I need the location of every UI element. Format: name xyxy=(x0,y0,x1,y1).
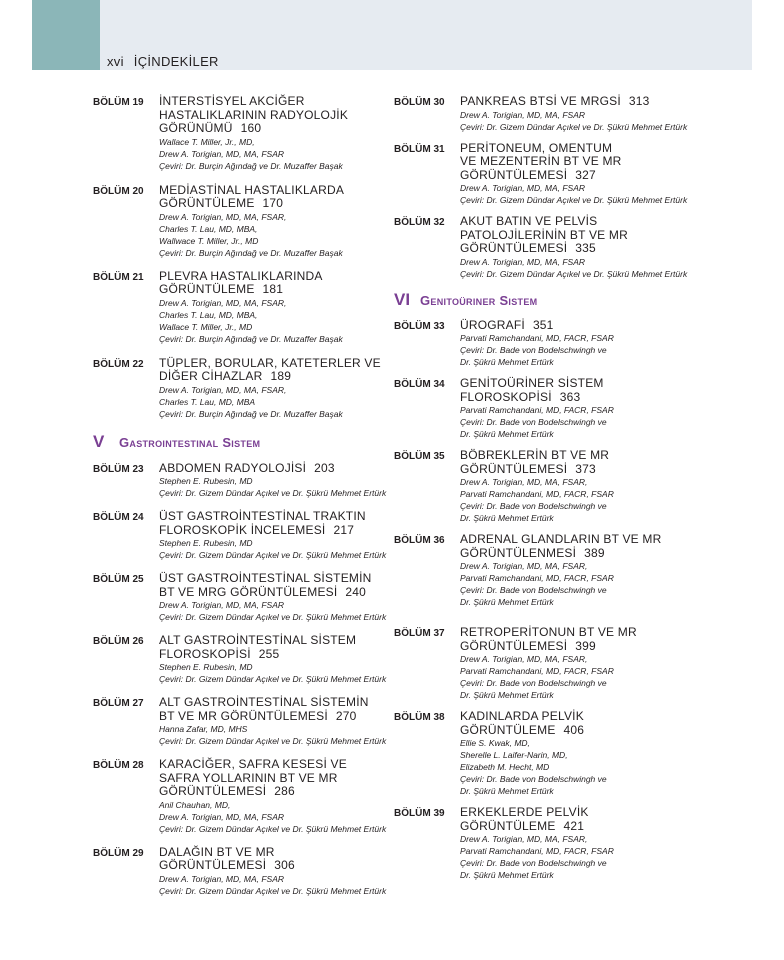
chapter-credit-line: Drew A. Torigian, MD, MA, FSAR, xyxy=(460,477,588,487)
chapter-number: BÖLÜM 38 xyxy=(394,712,445,723)
chapter-body xyxy=(460,377,724,440)
chapter-credit-line: Çeviri: Dr. Gizem Dündar Açıkel ve Dr. Şükrü Mehmet Ertürk xyxy=(460,268,688,279)
chapter-title-text: ALT GASTROİNTESTİNAL SİSTEM xyxy=(159,633,357,647)
chapter-title-line xyxy=(159,270,423,284)
chapter-body xyxy=(159,462,423,500)
chapter-title-line xyxy=(460,547,724,561)
chapter-body xyxy=(460,806,724,881)
chapter-number: BÖLÜM 26 xyxy=(93,636,144,647)
chapter-body xyxy=(460,215,724,280)
chapter-body xyxy=(159,758,423,835)
chapter-number: BÖLÜM 30 xyxy=(394,97,445,108)
section-number: V xyxy=(93,431,105,451)
chapter-number: BÖLÜM 39 xyxy=(394,808,445,819)
chapter-credit-line: Drew A. Torigian, MD, MA, FSAR xyxy=(159,811,285,822)
chapter-title-text: MEDİASTİNAL HASTALIKLARDA xyxy=(159,182,345,197)
toc-entry xyxy=(93,184,423,259)
toc-entry xyxy=(394,95,724,133)
chapter-credit-line: Dr. Şükrü Mehmet Ertürk xyxy=(460,429,554,439)
chapter-page-number: 270 xyxy=(335,708,357,723)
chapter-title-line xyxy=(159,648,423,662)
chapter-title-text: KARACİĞER, SAFRA KESESİ VE xyxy=(159,757,347,771)
chapter-title-line xyxy=(159,586,423,600)
toc-entry xyxy=(93,758,423,835)
chapter-credit-line: Stephen E. Rubesin, MD xyxy=(159,538,253,548)
page-number-roman: xvi xyxy=(107,54,124,69)
toc-entry xyxy=(93,95,423,172)
chapter-title-text: ÜST GASTROİNTESTİNAL TRAKTIN xyxy=(159,509,366,523)
chapter-title-line xyxy=(460,820,724,834)
toc-entry xyxy=(93,462,423,500)
toc-entry xyxy=(93,510,423,561)
chapter-credit-line: Çeviri: Dr. Burçin Ağındağ ve Dr. Muzaffer Başak xyxy=(159,333,343,344)
chapter-number: BÖLÜM 22 xyxy=(93,358,144,370)
chapter-credit-line: Dr. Şükrü Mehmet Ertürk xyxy=(460,357,554,367)
chapter-title-text: İNTERSTİSYEL AKCİĞER xyxy=(159,94,305,108)
chapter-credit-line: Elizabeth M. Hecht, MD xyxy=(460,762,550,772)
chapter-title-line xyxy=(159,859,423,873)
chapter-number: BÖLÜM 32 xyxy=(394,217,445,228)
chapter-page-number: 306 xyxy=(274,858,295,872)
chapter-body xyxy=(159,634,423,685)
chapter-body xyxy=(460,533,724,608)
chapter-title-text: BÖBREKLERİN BT VE MR xyxy=(460,448,610,462)
chapter-number: BÖLÜM 34 xyxy=(394,379,445,390)
chapter-credit-line: Ellie S. Kwak, MD, xyxy=(460,738,530,748)
chapter-number: BÖLÜM 20 xyxy=(93,185,144,197)
chapter-credit-line: Drew A. Torigian, MD, MA, FSAR xyxy=(159,148,285,159)
chapter-page-number: 313 xyxy=(628,94,650,108)
chapter-title-text: PATOLOJİLERİNİN BT VE MR xyxy=(460,227,628,242)
chapter-credit-line: Çeviri: Dr. Gizem Dündar Açıkel ve Dr. Şükrü Mehmet Ertürk xyxy=(460,195,688,205)
chapter-page-number: 327 xyxy=(575,167,596,182)
chapter-title-line xyxy=(159,184,423,198)
chapter-title-text: GÖRÜNTÜLEME xyxy=(460,818,556,833)
chapter-credit-line: Dr. Şükrü Mehmet Ertürk xyxy=(460,690,554,700)
chapter-credit-line: Charles T. Lau, MD, MBA xyxy=(159,396,256,407)
chapter-title-text: GÖRÜNTÜLEMESİ xyxy=(460,461,568,476)
chapter-title-line xyxy=(159,197,423,211)
chapter-title-line xyxy=(159,357,423,371)
chapter-title-text: AKUT BATIN VE PELVİS xyxy=(460,214,598,228)
chapter-title-text: GÖRÜNTÜLEMESİ xyxy=(159,858,267,872)
toc-entry xyxy=(93,270,423,345)
chapter-title-line xyxy=(460,463,724,477)
chapter-title-line xyxy=(159,95,423,109)
chapter-number: BÖLÜM 37 xyxy=(394,628,445,639)
toc-entry xyxy=(394,142,724,207)
chapter-credit-line: Drew A. Torigian, MD, MA, FSAR xyxy=(159,873,285,884)
chapter-title-line xyxy=(460,626,724,640)
chapter-number: BÖLÜM 19 xyxy=(93,97,144,108)
chapter-credit-line: Parvati Ramchandani, MD, FACR, FSAR xyxy=(460,666,614,676)
chapter-title-line xyxy=(159,462,423,476)
chapter-number: BÖLÜM 31 xyxy=(394,143,445,155)
chapter-title-text: PANKREAS BTSİ VE MRGSİ xyxy=(460,94,621,108)
chapter-credit-line: Stephen E. Rubesin, MD xyxy=(159,662,253,672)
toc-entry xyxy=(394,533,724,608)
chapter-title-text: VE MEZENTERİN BT VE MR xyxy=(460,154,622,168)
section-title: Gastrointestinal Sistem xyxy=(119,434,261,450)
chapter-body xyxy=(159,510,423,561)
chapter-body xyxy=(159,357,423,420)
chapter-credit-line: Wallwace T. Miller, Jr., MD xyxy=(159,235,259,246)
chapter-title-text: PLEVRA HASTALIKLARINDA xyxy=(159,268,323,283)
chapter-title-line xyxy=(159,710,423,724)
chapter-title-text: ABDOMEN RADYOLOJİSİ xyxy=(159,460,307,475)
chapter-title-text: GÖRÜNTÜLEME xyxy=(159,282,255,296)
chapter-credit-line: Çeviri: Dr. Bade von Bodelschwingh ve xyxy=(460,585,607,595)
chapter-title-line xyxy=(460,95,724,109)
chapter-credit-line: Dr. Şükrü Mehmet Ertürk xyxy=(460,786,554,796)
chapter-credit-line: Çeviri: Dr. Gizem Dündar Açıkel ve Dr. Şükrü Mehmet Ertürk xyxy=(159,885,387,896)
chapter-page-number: 286 xyxy=(274,784,295,798)
chapter-title-text: BT VE MR GÖRÜNTÜLEMESİ xyxy=(159,708,328,723)
chapter-body xyxy=(460,319,724,369)
chapter-title-text: ADRENAL GLANDLARIN BT VE MR xyxy=(460,532,662,546)
chapter-title-text: ÜST GASTROİNTESTİNAL SİSTEMİN xyxy=(159,571,372,585)
chapter-title-line xyxy=(159,634,423,648)
toc-right-column xyxy=(394,95,724,881)
chapter-page-number: 351 xyxy=(532,317,554,332)
chapter-page-number: 160 xyxy=(240,121,262,135)
chapter-credit-line: Çeviri: Dr. Bade von Bodelschwingh ve xyxy=(460,678,607,688)
chapter-number: BÖLÜM 23 xyxy=(93,463,144,475)
chapter-title-line xyxy=(159,510,423,524)
chapter-body xyxy=(460,449,724,524)
chapter-title-line xyxy=(159,524,423,538)
chapter-credit-line: Parvati Ramchandani, MD, FACR, FSAR xyxy=(460,489,614,499)
chapter-credit-line: Charles T. Lau, MD, MBA, xyxy=(159,223,258,234)
chapter-number: BÖLÜM 28 xyxy=(93,760,144,771)
chapter-credit-line: Çeviri: Dr. Burçin Ağındağ ve Dr. Muzaffer Başak xyxy=(159,160,343,171)
chapter-number: BÖLÜM 29 xyxy=(93,847,144,859)
chapter-page-number: 399 xyxy=(575,638,596,653)
toc-entry xyxy=(93,357,423,420)
chapter-credit-line: Wallace T. Miller, Jr., MD, xyxy=(159,136,255,147)
chapter-title-line xyxy=(159,109,423,123)
chapter-title-line xyxy=(460,391,724,405)
chapter-number: BÖLÜM 21 xyxy=(93,271,144,283)
chapter-credit-line: Drew A. Torigian, MD, MA, FSAR, xyxy=(460,561,588,571)
chapter-page-number: 373 xyxy=(575,461,596,476)
chapter-body xyxy=(460,95,724,133)
chapter-page-number: 421 xyxy=(563,818,585,833)
chapter-credit-line: Wallace T. Miller, Jr., MD xyxy=(159,321,253,332)
chapter-number: BÖLÜM 36 xyxy=(394,535,445,546)
chapter-credit-line: Drew A. Torigian, MD, MA, FSAR, xyxy=(159,211,287,222)
chapter-title-line xyxy=(159,758,423,772)
running-header xyxy=(107,54,219,69)
chapter-page-number: 170 xyxy=(262,196,284,210)
chapter-title-text: ERKEKLERDE PELVİK xyxy=(460,805,589,819)
chapter-page-number: 406 xyxy=(563,722,585,737)
chapter-credit-line: Çeviri: Dr. Bade von Bodelschwingh ve xyxy=(460,774,607,784)
chapter-body xyxy=(159,846,423,897)
chapter-body xyxy=(460,626,724,701)
chapter-title-line xyxy=(460,710,724,724)
chapter-body xyxy=(159,572,423,623)
chapter-title-text: BT VE MRG GÖRÜNTÜLEMESİ xyxy=(159,584,338,599)
toc-entry xyxy=(394,449,724,524)
toc-entry xyxy=(394,626,724,701)
chapter-title-line xyxy=(460,142,724,156)
chapter-title-text: PERİTONEUM, OMENTUM xyxy=(460,140,613,155)
chapter-credit-line: Çeviri: Dr. Gizem Dündar Açıkel ve Dr. Şükrü Mehmet Ertürk xyxy=(159,823,387,834)
chapter-credit-line: Dr. Şükrü Mehmet Ertürk xyxy=(460,513,554,523)
chapter-number: BÖLÜM 35 xyxy=(394,451,445,462)
chapter-title-text: GÖRÜNTÜLEME xyxy=(159,196,255,210)
chapter-credit-line: Çeviri: Dr. Gizem Dündar Açıkel ve Dr. Şükrü Mehmet Ertürk xyxy=(159,488,387,498)
chapter-title-text: DALAĞIN BT VE MR xyxy=(159,844,275,859)
chapter-title-line xyxy=(159,772,423,786)
section-number: VI xyxy=(394,289,411,309)
chapter-title-text: GÖRÜNTÜLEMESİ xyxy=(460,167,568,182)
chapter-credit-line: Parvati Ramchandani, MD, FACR, FSAR xyxy=(460,846,614,856)
chapter-credit-line: Dr. Şükrü Mehmet Ertürk xyxy=(460,870,554,880)
chapter-title-line xyxy=(159,572,423,586)
chapter-credit-line: Anil Chauhan, MD, xyxy=(159,799,231,810)
chapter-credit-line: Çeviri: Dr. Gizem Dündar Açıkel ve Dr. Şükrü Mehmet Ertürk xyxy=(159,550,387,560)
chapter-credit-line: Çeviri: Dr. Gizem Dündar Açıkel ve Dr. Şükrü Mehmet Ertürk xyxy=(159,674,387,684)
chapter-title-text: FLOROSKOPİSİ xyxy=(460,389,552,404)
chapter-title-text: KADINLARDA PELVİK xyxy=(460,709,584,723)
chapter-page-number: 363 xyxy=(559,389,581,404)
chapter-title-line xyxy=(159,370,423,384)
chapter-title-text: ALT GASTROİNTESTİNAL SİSTEMİN xyxy=(159,695,369,709)
chapter-title-line xyxy=(460,640,724,654)
chapter-title-text: TÜPLER, BORULAR, KATETERLER VE xyxy=(159,355,381,370)
chapter-page-number: 255 xyxy=(258,646,280,661)
chapter-credit-line: Hanna Zafar, MD, MHS xyxy=(159,724,248,734)
chapter-credit-line: Charles T. Lau, MD, MBA, xyxy=(159,309,258,320)
chapter-number: BÖLÜM 24 xyxy=(93,512,144,523)
chapter-credit-line: Drew A. Torigian, MD, MA, FSAR xyxy=(159,600,285,610)
chapter-body xyxy=(460,142,724,207)
chapter-body xyxy=(159,95,423,172)
chapter-credit-line: Parvati Ramchandani, MD, FACR, FSAR xyxy=(460,573,614,583)
chapter-title-text: GÖRÜNTÜLEMESİ xyxy=(460,241,568,255)
chapter-title-text: FLOROSKOPİK İNCELEMESİ xyxy=(159,522,326,537)
chapter-credit-line: Drew A. Torigian, MD, MA, FSAR xyxy=(460,256,586,267)
toc-left-column xyxy=(93,95,423,897)
toc-entry xyxy=(93,572,423,623)
chapter-credit-line: Parvati Ramchandani, MD, FACR, FSAR xyxy=(460,333,614,343)
chapter-page-number: 389 xyxy=(584,545,605,560)
chapter-title-text: GÖRÜNTÜLEMESİ xyxy=(159,784,267,798)
chapter-page-number: 203 xyxy=(314,460,335,475)
chapter-page-number: 217 xyxy=(333,522,355,537)
header-tab xyxy=(32,0,100,70)
chapter-credit-line: Drew A. Torigian, MD, MA, FSAR xyxy=(460,109,586,120)
chapter-credit-line: Drew A. Torigian, MD, MA, FSAR, xyxy=(460,654,588,664)
chapter-credit-line: Drew A. Torigian, MD, MA, FSAR, xyxy=(159,297,287,308)
chapter-title-text: GÖRÜNÜMÜ xyxy=(159,121,233,135)
chapter-title-line xyxy=(460,377,724,391)
chapter-title-line xyxy=(460,806,724,820)
chapter-title-line xyxy=(460,215,724,229)
chapter-title-line xyxy=(460,319,724,333)
chapter-page-number: 240 xyxy=(345,584,367,599)
chapter-credit-line: Çeviri: Dr. Bade von Bodelschwingh ve xyxy=(460,345,607,355)
toc-entry xyxy=(93,846,423,897)
chapter-page-number: 189 xyxy=(270,369,292,383)
chapter-page-number: 335 xyxy=(575,241,596,255)
chapter-title-line xyxy=(460,449,724,463)
chapter-credit-line: Çeviri: Dr. Bade von Bodelschwingh ve xyxy=(460,858,607,868)
chapter-title-line xyxy=(159,785,423,799)
toc-entry xyxy=(394,710,724,797)
toc-entry xyxy=(394,215,724,280)
toc-entry xyxy=(394,806,724,881)
chapter-title-text: GÖRÜNTÜLEMESİ xyxy=(460,638,568,653)
toc-entry xyxy=(93,634,423,685)
chapter-title-text: SAFRA YOLLARININ BT VE MR xyxy=(159,770,338,785)
toc-entry xyxy=(394,319,724,369)
chapter-credit-line: Çeviri: Dr. Bade von Bodelschwingh ve xyxy=(460,417,607,427)
chapter-number: BÖLÜM 25 xyxy=(93,574,144,585)
chapter-credit-line: Parvati Ramchandani, MD, FACR, FSAR xyxy=(460,405,614,415)
chapter-body xyxy=(159,270,423,345)
section-heading xyxy=(394,290,724,310)
chapter-credit-line: Drew A. Torigian, MD, MA, FSAR, xyxy=(460,834,588,844)
chapter-title-text: GÖRÜNTÜLENMESİ xyxy=(460,545,577,560)
chapter-title-line xyxy=(460,155,724,169)
chapter-title-text: RETROPERİTONUN BT VE MR xyxy=(460,625,637,639)
chapter-title-line xyxy=(159,696,423,710)
chapter-title-line xyxy=(460,533,724,547)
chapter-title-line xyxy=(159,283,423,297)
chapter-title-text: GÖRÜNTÜLEME xyxy=(460,722,556,737)
chapter-number: BÖLÜM 33 xyxy=(394,320,445,332)
chapter-number: BÖLÜM 27 xyxy=(93,698,144,709)
chapter-body xyxy=(159,184,423,259)
chapter-title-line xyxy=(460,242,724,256)
chapter-title-line xyxy=(159,122,423,136)
chapter-title-line xyxy=(460,169,724,183)
section-title: Genitoüriner Sistem xyxy=(420,292,538,308)
toc-entry xyxy=(93,696,423,747)
chapter-body xyxy=(159,696,423,747)
chapter-credit-line: Drew A. Torigian, MD, MA, FSAR xyxy=(460,183,586,193)
chapter-title-text: GENİTOÜRİNER SİSTEM xyxy=(460,376,604,390)
chapter-title-text: FLOROSKOPİSİ xyxy=(159,646,251,661)
chapter-credit-line: Çeviri: Dr. Gizem Dündar Açıkel ve Dr. Şükrü Mehmet Ertürk xyxy=(460,121,688,132)
chapter-title-line xyxy=(159,846,423,860)
chapter-credit-line: Dr. Şükrü Mehmet Ertürk xyxy=(460,597,554,607)
running-title: İÇİNDEKİLER xyxy=(133,54,219,69)
chapter-credit-line: Çeviri: Dr. Gizem Dündar Açıkel ve Dr. Şükrü Mehmet Ertürk xyxy=(159,736,387,746)
chapter-body xyxy=(460,710,724,797)
chapter-title-text: ÜROGRAFİ xyxy=(460,317,525,332)
chapter-credit-line: Sherelle L. Laifer-Narin, MD, xyxy=(460,750,568,760)
chapter-credit-line: Çeviri: Dr. Bade von Bodelschwingh ve xyxy=(460,501,607,511)
toc-entry xyxy=(394,377,724,440)
section-heading xyxy=(93,432,423,452)
chapter-title-text: HASTALIKLARININ RADYOLOJİK xyxy=(159,107,349,122)
chapter-credit-line: Drew A. Torigian, MD, MA, FSAR, xyxy=(159,384,287,395)
chapter-credit-line: Çeviri: Dr. Gizem Dündar Açıkel ve Dr. Şükrü Mehmet Ertürk xyxy=(159,612,387,622)
chapter-credit-line: Çeviri: Dr. Burçin Ağındağ ve Dr. Muzaffer Başak xyxy=(159,247,343,258)
chapter-credit-line: Çeviri: Dr. Burçin Ağındağ ve Dr. Muzaffer Başak xyxy=(159,408,343,419)
chapter-title-line xyxy=(460,724,724,738)
chapter-credit-line: Stephen E. Rubesin, MD xyxy=(159,476,253,486)
chapter-page-number: 181 xyxy=(262,282,284,296)
chapter-title-line xyxy=(460,229,724,243)
chapter-title-text: DİĞER CİHAZLAR xyxy=(159,369,263,383)
